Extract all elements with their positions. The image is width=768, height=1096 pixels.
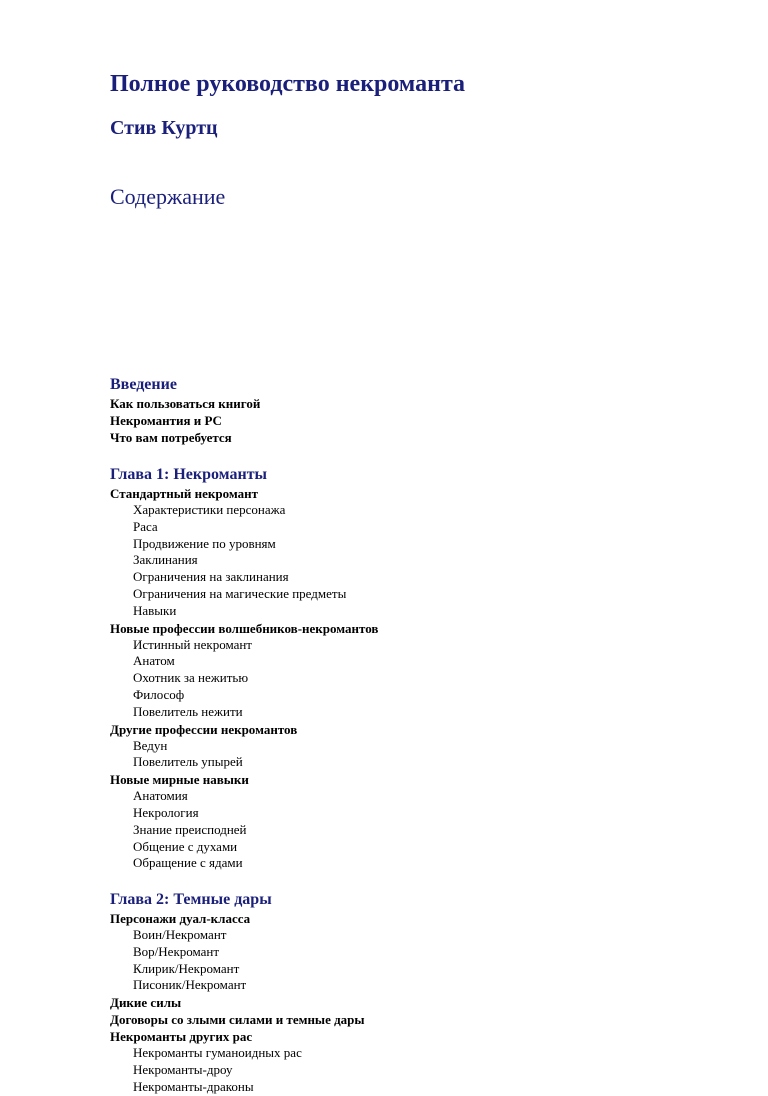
toc-subsection[interactable]: Навыки	[133, 602, 177, 618]
toc-subsection[interactable]: Писоник/Некромант	[133, 977, 247, 993]
toc-subsection[interactable]: Клирик/Некромант	[133, 960, 240, 976]
toc-subsection[interactable]: Общение с духами	[133, 838, 238, 854]
toc-section[interactable]: Другие профессии некромантов	[110, 721, 298, 737]
toc-subsection[interactable]: Анатомия	[133, 788, 188, 804]
toc-subsection[interactable]: Вор/Некромант	[133, 943, 220, 959]
toc-subsection[interactable]: Некроманты гуманоидных рас	[133, 1045, 302, 1061]
toc-subsection[interactable]: Некрология	[133, 804, 199, 820]
toc-section[interactable]: Персонажи дуал-класса	[110, 911, 251, 926]
book-title: Полное руководство некроманта	[110, 71, 466, 97]
toc-subsection[interactable]: Некроманты-дроу	[133, 1061, 233, 1077]
toc-subsection[interactable]: Ограничения на заклинания	[133, 569, 289, 585]
toc-section[interactable]: Некроманты других рас	[110, 1029, 253, 1045]
toc-subsection[interactable]: Продвижение по уровням	[133, 535, 276, 551]
toc-subsection[interactable]: Охотник за нежитью	[133, 670, 249, 686]
toc-subsection[interactable]: Обращение с ядами	[133, 855, 243, 871]
toc-subsection[interactable]: Характеристики персонажа	[133, 502, 286, 517]
toc-section[interactable]: Новые профессии волшебников-некромантов	[110, 620, 379, 636]
toc-section[interactable]: Договоры со злыми силами и темные дары	[110, 1012, 365, 1028]
toc-subsection[interactable]: Заклинания	[133, 552, 198, 568]
toc-chapter-title[interactable]: Глава 1: Некроманты	[110, 466, 268, 483]
toc-heading: Содержание	[110, 184, 226, 209]
toc-section[interactable]: Дикие силы	[110, 995, 182, 1011]
toc-section[interactable]: Как пользоваться книгой	[110, 396, 261, 411]
toc-chapter	[110, 375, 260, 446]
toc-section[interactable]: Что вам потребуется	[110, 430, 232, 445]
toc-chapter-title[interactable]: Введение	[110, 376, 177, 393]
toc-chapter	[110, 465, 378, 872]
toc-subsection[interactable]: Раса	[133, 518, 158, 534]
document-page	[110, 66, 748, 1094]
toc-subsection[interactable]: Ведун	[133, 737, 168, 753]
toc-subsection[interactable]: Знание преисподней	[133, 821, 247, 837]
toc-chapter-title[interactable]: Глава 2: Темные дары	[110, 891, 272, 908]
toc-subsection[interactable]: Повелитель нежити	[133, 703, 243, 719]
toc-subsection[interactable]: Истинный некромант	[133, 636, 252, 652]
toc-section[interactable]: Стандартный некромант	[110, 486, 259, 501]
toc-subsection[interactable]: Анатом	[133, 653, 175, 669]
toc-subsection[interactable]: Повелитель упырей	[133, 754, 243, 770]
toc-section[interactable]: Новые мирные навыки	[110, 772, 249, 788]
toc-subsection[interactable]: Воин/Некромант	[133, 927, 227, 942]
toc-subsection[interactable]: Ограничения на магические предметы	[133, 585, 347, 601]
toc-section[interactable]: Некромантия и PC	[110, 413, 222, 428]
toc-subsection[interactable]: Философ	[133, 686, 185, 702]
book-author: Стив Куртц	[110, 117, 218, 139]
toc-chapter	[110, 890, 365, 1096]
toc-subsection[interactable]: Некроманты-драконы	[133, 1078, 254, 1094]
